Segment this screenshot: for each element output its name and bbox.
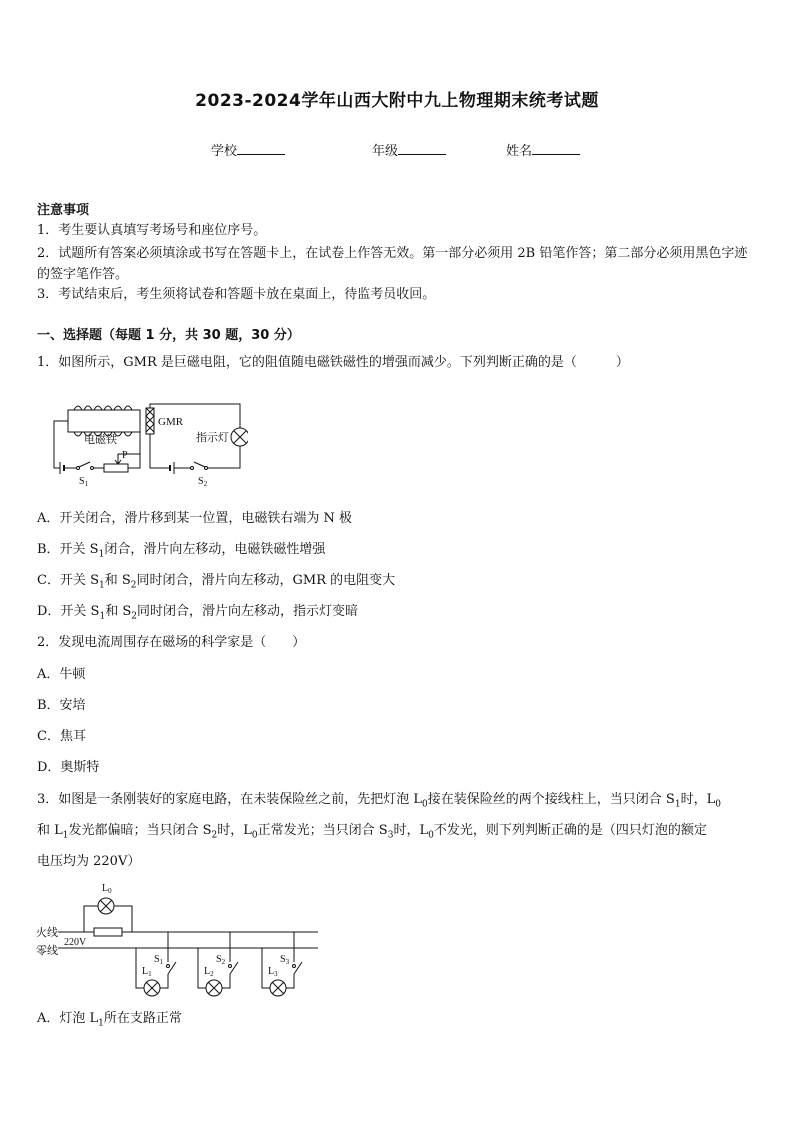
lamp-l1-label: $L_1$	[142, 966, 152, 978]
name-blank[interactable]	[532, 142, 580, 155]
electromagnet-label: 电磁铁	[84, 434, 117, 446]
q2-option-d[interactable]: D．奥斯特	[37, 760, 100, 775]
question-3-stem-line3: 电压均为 220V）	[37, 854, 141, 869]
q1-option-d[interactable]: D．开关 $S_1$和 $S_2$同时闭合，滑片向左移动，指示灯变暗	[37, 604, 358, 622]
notice-heading: 注意事项	[37, 203, 90, 218]
q3-option-a[interactable]: A．灯泡 $L_1$所在支路正常	[37, 1011, 182, 1029]
school-field[interactable]	[211, 140, 285, 159]
name-label: 姓名	[506, 144, 533, 159]
section-heading: 一、选择题（每题 1 分，共 30 题，30 分）	[37, 328, 300, 343]
question-3-stem-line1: 3．如图是一条刚装好的家庭电路，在未装保险丝之前，先把灯泡 $L_0$接在装保险丝的两个接线柱上，当只闭合 $S_1$时，$L_0$	[37, 792, 721, 810]
q1-circuit-diagram	[48, 396, 248, 488]
slider-p-label: P	[122, 450, 128, 461]
switch-s1-label: $S_1$	[154, 954, 164, 966]
q1-option-c[interactable]: C．开关 $S_1$和 $S_2$同时闭合，滑片向左移动，GMR 的电阻变大	[37, 573, 396, 591]
question-3-stem-line2: 和 $L_1$发光都偏暗；当只闭合 $S_2$时，$L_0$正常发光；当只闭合 $S_3$时，$L_0$不发光，则下列判断正确的是（四只灯泡的额定	[37, 823, 707, 841]
q3-household-circuit-diagram	[36, 878, 326, 1002]
live-wire-label: 火线	[36, 927, 58, 939]
q2-option-c[interactable]: C．焦耳	[37, 729, 86, 744]
neutral-wire-label: 零线	[36, 945, 58, 957]
switch-s1-label: $S_1$	[79, 476, 89, 488]
gmr-label: GMR	[158, 416, 184, 428]
name-field[interactable]	[506, 140, 580, 159]
lamp-l0-label: $L_0$	[102, 883, 112, 895]
notice-item: 1．考生要认真填写考场号和座位序号。	[37, 223, 267, 238]
grade-field[interactable]	[372, 140, 446, 159]
question-1-stem: 1．如图所示，GMR 是巨磁电阻，它的阻值随电磁铁磁性的增强而减少。下列判断正确的是（ ）	[37, 355, 629, 370]
grade-blank[interactable]	[398, 142, 446, 155]
q1-option-b[interactable]: B．开关 $S_1$闭合，滑片向左移动，电磁铁磁性增强	[37, 542, 326, 560]
switch-s2-label: $S_2$	[216, 954, 226, 966]
switch-s2-label: $S_2$	[198, 476, 208, 488]
voltage-label: 220V	[64, 937, 87, 948]
q1-option-a[interactable]: A．开关闭合，滑片移到某一位置，电磁铁右端为 N 极	[37, 511, 353, 526]
lamp-l2-label: $L_2$	[204, 966, 214, 978]
q2-option-b[interactable]: B．安培	[37, 698, 86, 713]
switch-s3-label: $S_3$	[280, 954, 290, 966]
indicator-lamp-label: 指示灯	[196, 432, 229, 444]
grade-label: 年级	[372, 144, 399, 159]
question-2-stem: 2．发现电流周围存在磁场的科学家是（ ）	[37, 635, 306, 650]
school-blank[interactable]	[237, 142, 285, 155]
notice-item: 3．考试结束后，考生须将试卷和答题卡放在桌面上，待监考员收回。	[37, 287, 436, 302]
notice-item: 2．试题所有答案必须填涂或书写在答题卡上，在试卷上作答无效。第一部分必须用 2B 铅笔作答；第二部分必须用黑色字迹的签字笔作答。	[37, 246, 748, 282]
lamp-l3-label: $L_3$	[268, 966, 278, 978]
school-label: 学校	[211, 144, 238, 159]
page-title: 2023-2024学年山西大附中九上物理期末统考试题	[195, 91, 599, 111]
q2-option-a[interactable]: A．牛顿	[37, 667, 86, 682]
